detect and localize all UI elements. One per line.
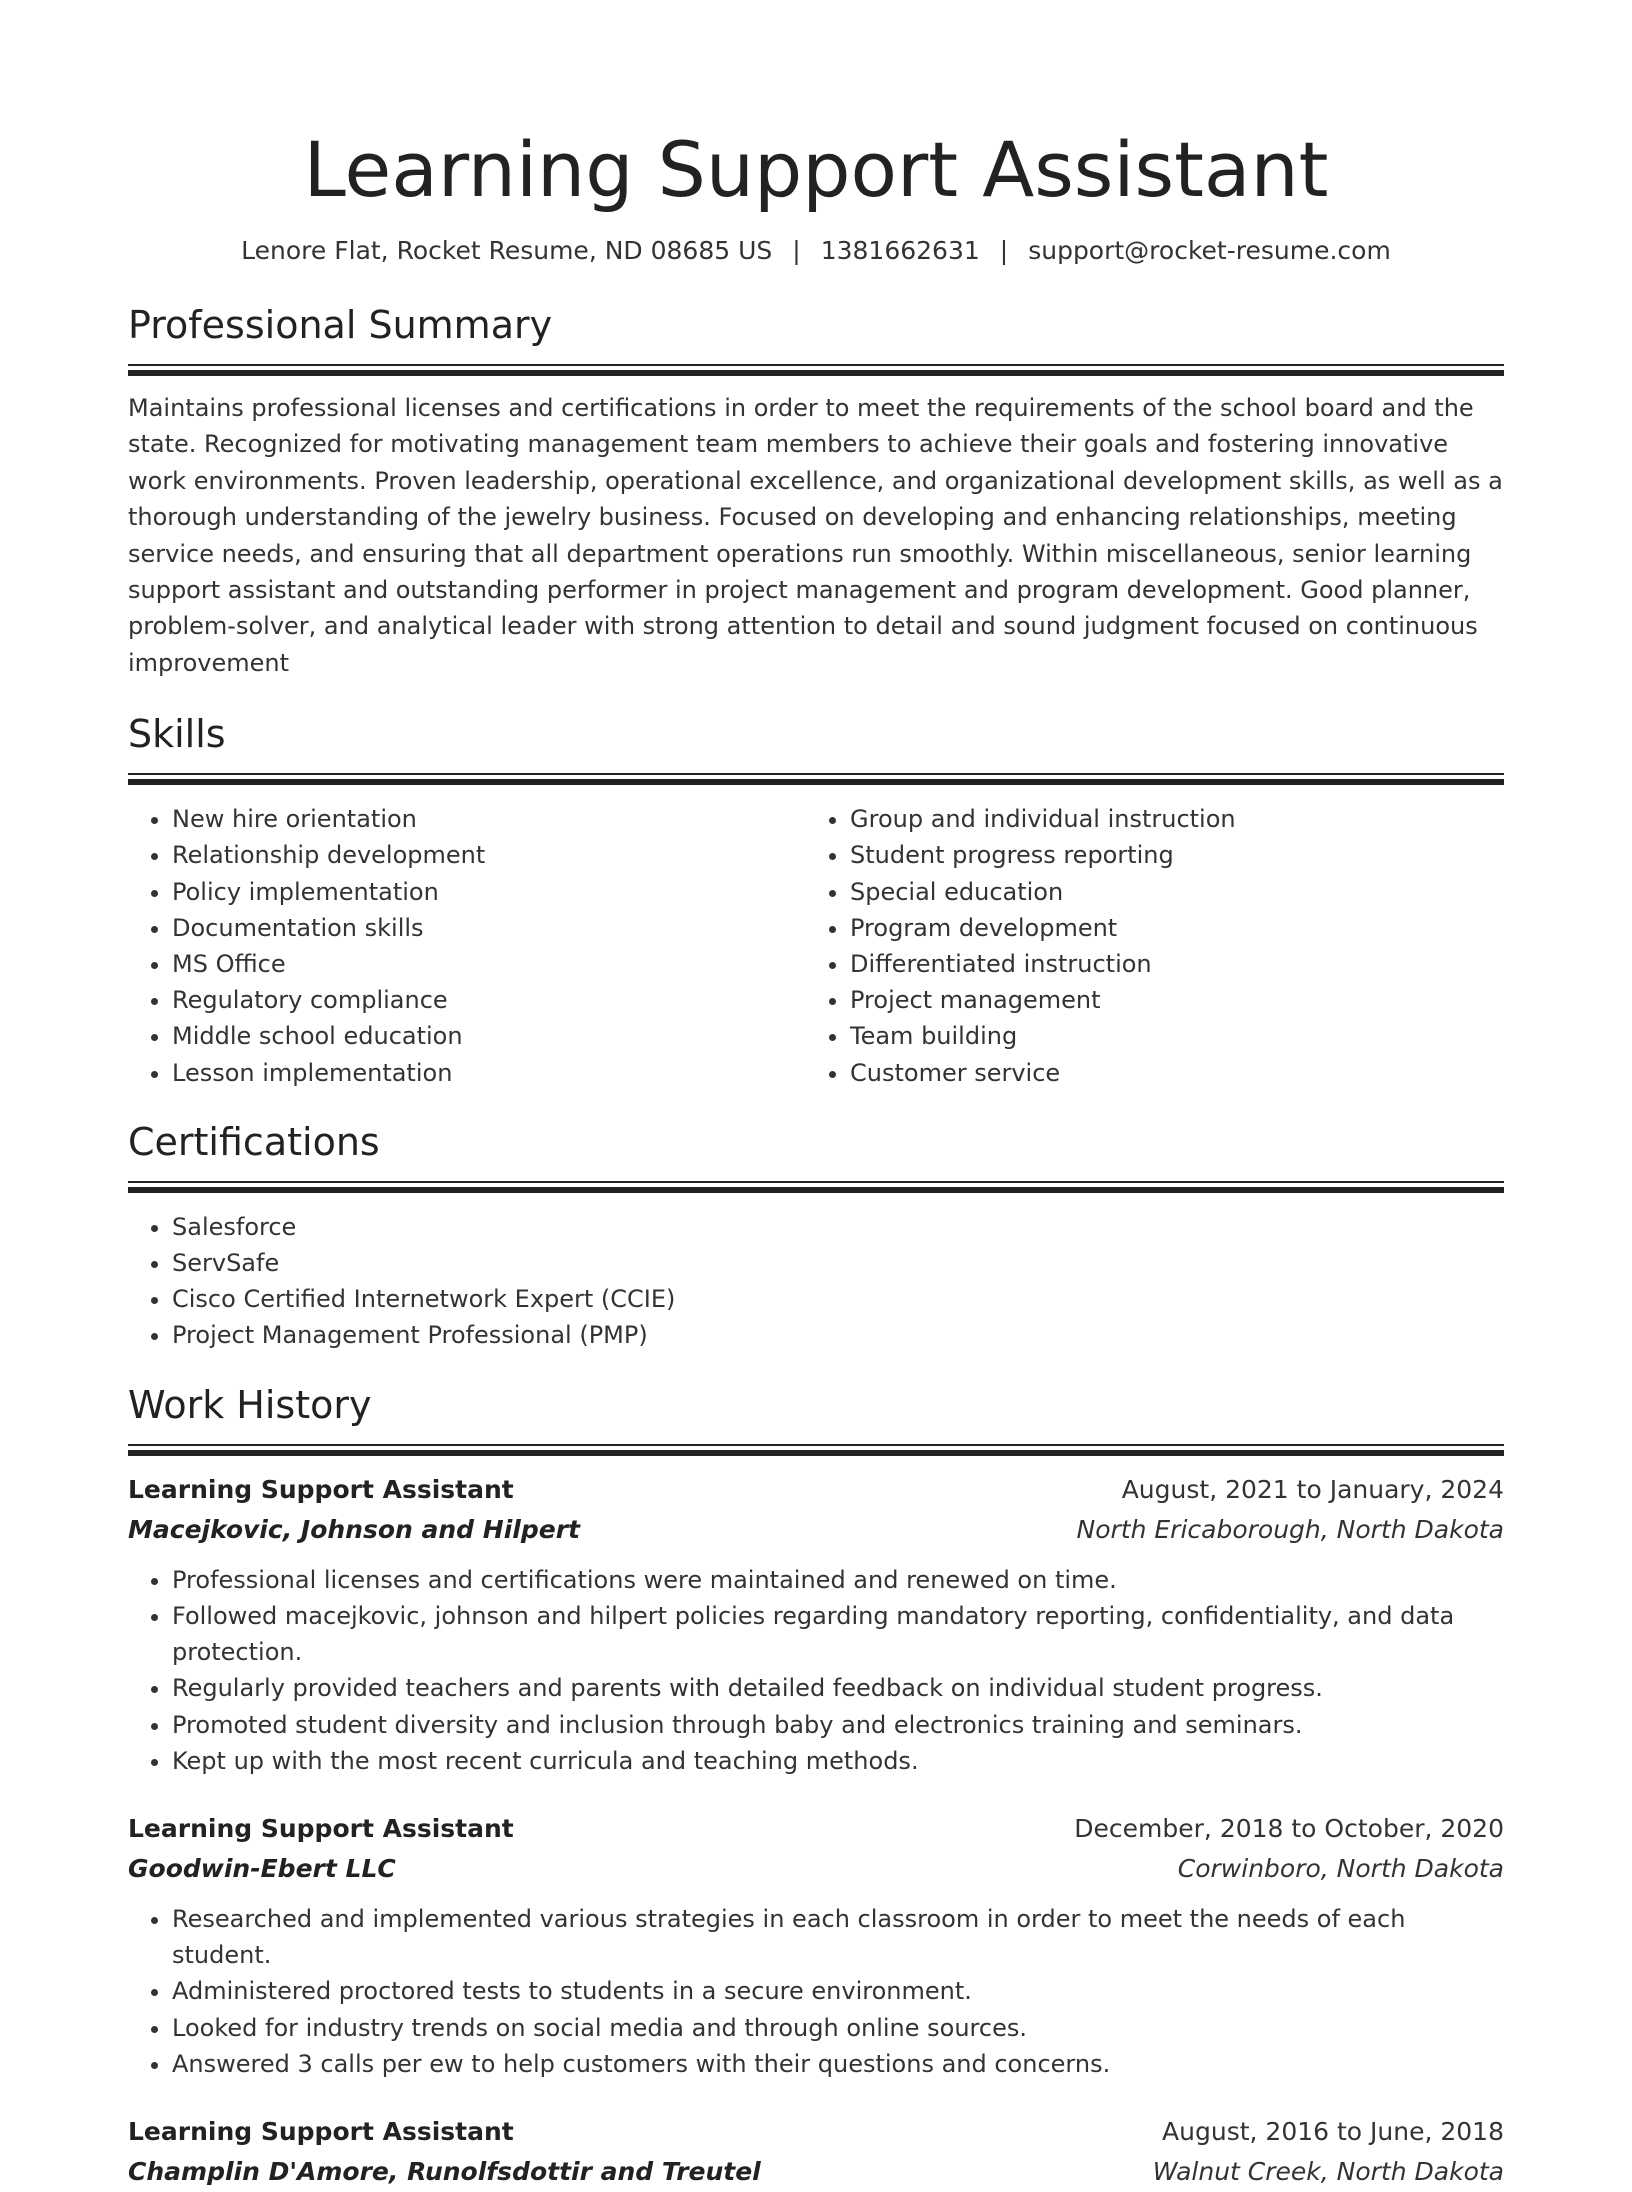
job-entry (128, 2112, 1504, 2192)
job-bullets (128, 1562, 1504, 1779)
job-bullet: • Researched and implemented various strategies in each classroom in order to meet the needs of each student. (172, 1901, 1504, 1973)
job-header (128, 1470, 1504, 1510)
job-location: North Ericaborough, North Dakota (1076, 1514, 1504, 1544)
skill-item: • Policy implementation (172, 874, 806, 910)
job-bullet: • Looked for industry trends on social media and through online sources. (172, 2010, 1504, 2046)
resume-content (128, 0, 1504, 2192)
summary-section (128, 302, 1504, 681)
job-location: Walnut Creek, North Dakota (1152, 2156, 1504, 2186)
contact-separator: | (792, 236, 801, 265)
resume-name: Learning Support Assistant (303, 125, 1329, 214)
skill-item: • Differentiated instruction (850, 946, 1484, 982)
summary-text: Maintains professional licenses and certifications in order to meet the requirements of the school board and the state. Recognized for motivating management team members to achieve their goals and fostering innovative work environments. Proven leadership, operational excellence, and organizational development skills, as well as a thorough understanding of the jewelry business. Focused on developing and enhancing relationships, meeting service needs, and ensuring that all department operations run smoothly. Within miscellaneous, senior learning support assistant and outstanding performer in project management and program development. Good planner, problem-solver, and analytical leader with strong attention to detail and sound judgment focused on continuous improvement (128, 394, 1503, 677)
job-bullet: • Administered proctored tests to students in a secure environment. (172, 1973, 1504, 2009)
skills-grid (128, 801, 1504, 1091)
skill-item: • Special education (850, 874, 1484, 910)
contact-separator: | (999, 236, 1009, 265)
skill-item: • New hire orientation (172, 801, 806, 837)
job-dates: August, 2021 to January, 2024 (1121, 1474, 1504, 1504)
job-header (128, 2112, 1504, 2152)
job-bullet: • Followed macejkovic, johnson and hilpert policies regarding mandatory reporting, confidentiality, and data protection. (172, 1598, 1504, 1670)
section-title-work-history: Work History (128, 1382, 372, 1427)
job-company: Macejkovic, Johnson and Hilpert (128, 1514, 580, 1544)
certification-item: • Cisco Certified Internetwork Expert (CCIE) (172, 1281, 1504, 1317)
job-location: Corwinboro, North Dakota (1177, 1853, 1504, 1883)
section-divider (128, 1444, 1504, 1456)
section-title-summary: Professional Summary (128, 303, 553, 347)
skill-item: • Middle school education (172, 1018, 806, 1054)
certifications-list (128, 1209, 1504, 1354)
job-entry (128, 1470, 1504, 1779)
skill-item: • Regulatory compliance (172, 982, 806, 1018)
section-divider (128, 773, 1504, 785)
job-bullets (128, 1901, 1504, 2082)
skill-item: • Program development (850, 910, 1484, 946)
skills-column-right (806, 801, 1484, 1091)
skill-item: • MS Office (172, 946, 806, 982)
skill-item: • Lesson implementation (172, 1055, 806, 1091)
section-title-skills: Skills (128, 712, 226, 757)
section-title-certifications: Certifications (128, 1119, 380, 1164)
certification-item: • ServSafe (172, 1245, 1504, 1281)
certification-item: • Project Management Professional (PMP) (172, 1317, 1504, 1353)
job-subheader (128, 1849, 1504, 1889)
skills-list-right (806, 801, 1484, 1091)
section-divider (128, 1181, 1504, 1193)
contact-phone: 1381662631 (820, 236, 980, 265)
job-title: Learning Support Assistant (128, 2116, 514, 2146)
job-company: Champlin D'Amore, Runolfsdottir and Treutel (128, 2156, 761, 2186)
job-company: Goodwin-Ebert LLC (128, 1853, 396, 1883)
job-header (128, 1809, 1504, 1849)
skills-column-left (128, 801, 806, 1091)
work-history-section (128, 1382, 1504, 2192)
certification-item: • Salesforce (172, 1209, 1504, 1245)
skill-item: • Group and individual instruction (850, 801, 1484, 837)
skill-item: • Student progress reporting (850, 837, 1484, 873)
job-bullet: • Answered 3 calls per ew to help customers with their questions and concerns. (172, 2046, 1504, 2082)
skill-item: • Documentation skills (172, 910, 806, 946)
job-bullet: • Regularly provided teachers and parents with detailed feedback on individual student progress. (172, 1670, 1504, 1706)
certifications-section (128, 1119, 1504, 1354)
contact-line (128, 234, 1504, 268)
skills-section (128, 711, 1504, 1091)
job-bullet: • Promoted student diversity and inclusion through baby and electronics training and seminars. (172, 1707, 1504, 1743)
job-bullet: • Professional licenses and certifications were maintained and renewed on time. (172, 1562, 1504, 1598)
job-subheader (128, 2152, 1504, 2192)
job-title: Learning Support Assistant (128, 1474, 514, 1504)
job-dates: August, 2016 to June, 2018 (1162, 2116, 1504, 2146)
job-subheader (128, 1510, 1504, 1550)
job-entry (128, 1809, 1504, 2082)
job-bullet: • Kept up with the most recent curricula and teaching methods. (172, 1743, 1504, 1779)
skills-list-left (128, 801, 806, 1091)
skill-item: • Relationship development (172, 837, 806, 873)
skill-item: • Project management (850, 982, 1484, 1018)
section-divider (128, 364, 1504, 376)
skill-item: • Customer service (850, 1055, 1484, 1091)
contact-email[interactable]: support@rocket-resume.com (1028, 236, 1391, 265)
job-dates: December, 2018 to October, 2020 (1074, 1813, 1504, 1843)
skill-item: • Team building (850, 1018, 1484, 1054)
contact-address: Lenore Flat, Rocket Resume, ND 08685 US (241, 236, 773, 265)
job-title: Learning Support Assistant (128, 1813, 514, 1843)
